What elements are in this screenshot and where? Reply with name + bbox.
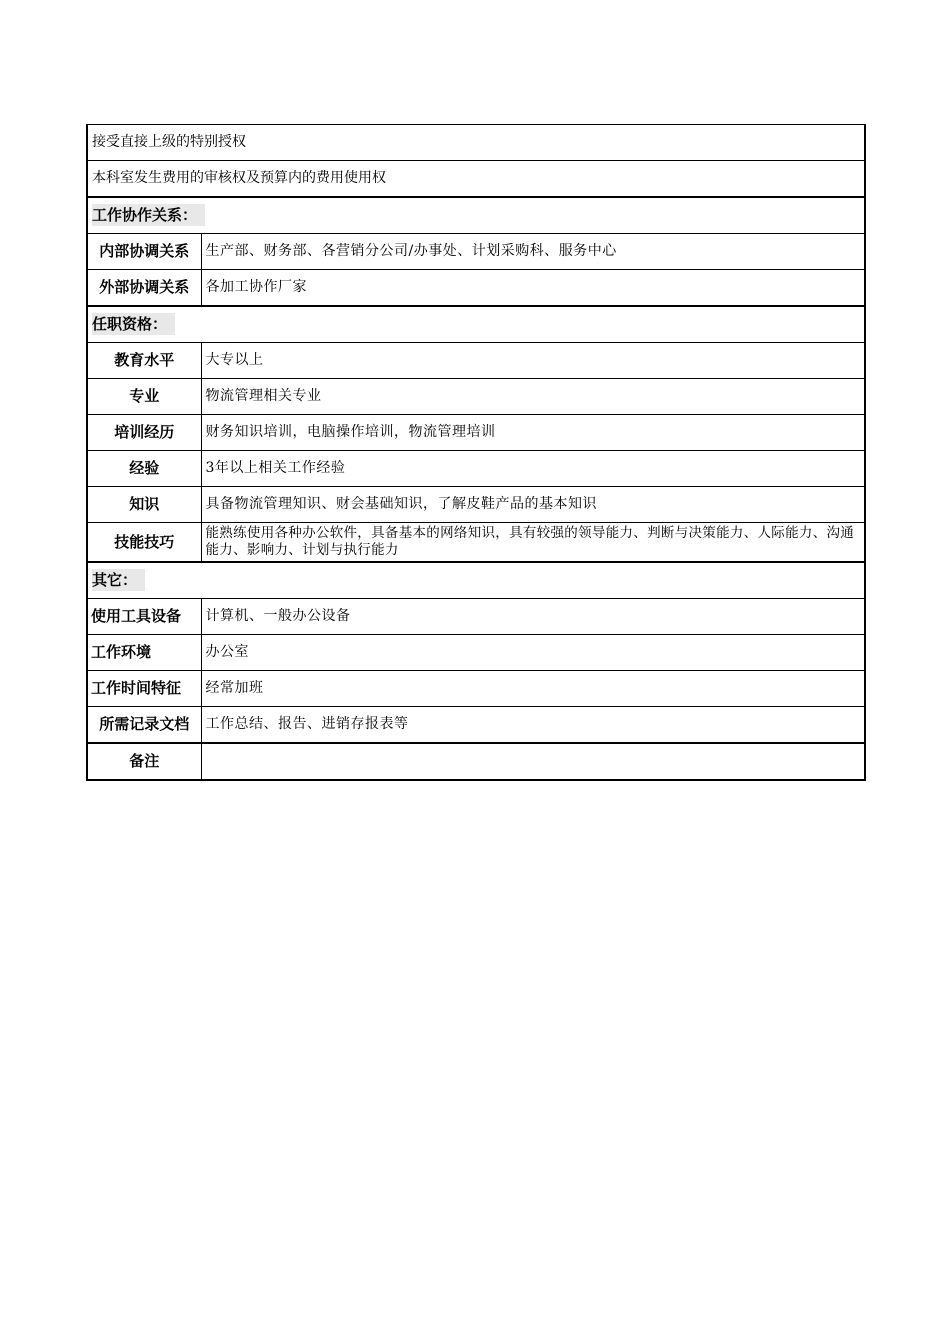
row-value: 3年以上相关工作经验 (201, 451, 865, 487)
row-value: 工作总结、报告、进销存报表等 (201, 707, 865, 744)
section-header-other (87, 562, 865, 599)
section-header-cooperation (87, 197, 865, 234)
row-label: 外部协调关系 (87, 270, 201, 307)
row-value: 财务知识培训，电脑操作培训，物流管理培训 (201, 415, 865, 451)
section-title: 其它： (92, 569, 145, 591)
row-label: 教育水平 (87, 343, 201, 379)
row-value: 物流管理相关专业 (201, 379, 865, 415)
row-label: 内部协调关系 (87, 234, 201, 270)
table-row (87, 451, 865, 487)
job-description-table (86, 124, 866, 781)
authority-row (87, 125, 865, 161)
table-row (87, 707, 865, 744)
table-row (87, 599, 865, 635)
authority-text: 本科室发生费用的审核权及预算内的费用使用权 (87, 161, 865, 198)
authority-row (87, 161, 865, 198)
table-row (87, 415, 865, 451)
job-description-sheet (86, 124, 864, 781)
row-label: 专业 (87, 379, 201, 415)
table-row (87, 635, 865, 671)
row-value: 各加工协作厂家 (201, 270, 865, 307)
table-row (87, 234, 865, 270)
table-row (87, 671, 865, 707)
section-header-qualification (87, 306, 865, 343)
table-row (87, 379, 865, 415)
table-row (87, 270, 865, 307)
row-label: 经验 (87, 451, 201, 487)
row-label: 工作时间特征 (87, 671, 201, 707)
row-label: 技能技巧 (87, 523, 201, 563)
row-value: 大专以上 (201, 343, 865, 379)
row-label: 工作环境 (87, 635, 201, 671)
row-label: 所需记录文档 (87, 707, 201, 744)
row-value: 办公室 (201, 635, 865, 671)
table-row (87, 743, 865, 780)
row-label: 使用工具设备 (87, 599, 201, 635)
row-value: 具备物流管理知识、财会基础知识，了解皮鞋产品的基本知识 (201, 487, 865, 523)
table-row (87, 487, 865, 523)
row-value: 经常加班 (201, 671, 865, 707)
row-label: 备注 (87, 743, 201, 780)
table-row (87, 523, 865, 563)
row-value: 生产部、财务部、各营销分公司/办事处、计划采购科、服务中心 (201, 234, 865, 270)
row-label: 知识 (87, 487, 201, 523)
row-value: 能熟练使用各种办公软件，具备基本的网络知识，具有较强的领导能力、判断与决策能力、人际能力、沟通能力、影响力、计划与执行能力 (201, 523, 865, 563)
table-row (87, 343, 865, 379)
row-value (201, 743, 865, 780)
row-value: 计算机、一般办公设备 (201, 599, 865, 635)
authority-text: 接受直接上级的特别授权 (87, 125, 865, 161)
row-label: 培训经历 (87, 415, 201, 451)
section-title: 工作协作关系： (92, 204, 205, 226)
section-title: 任职资格： (92, 313, 175, 335)
